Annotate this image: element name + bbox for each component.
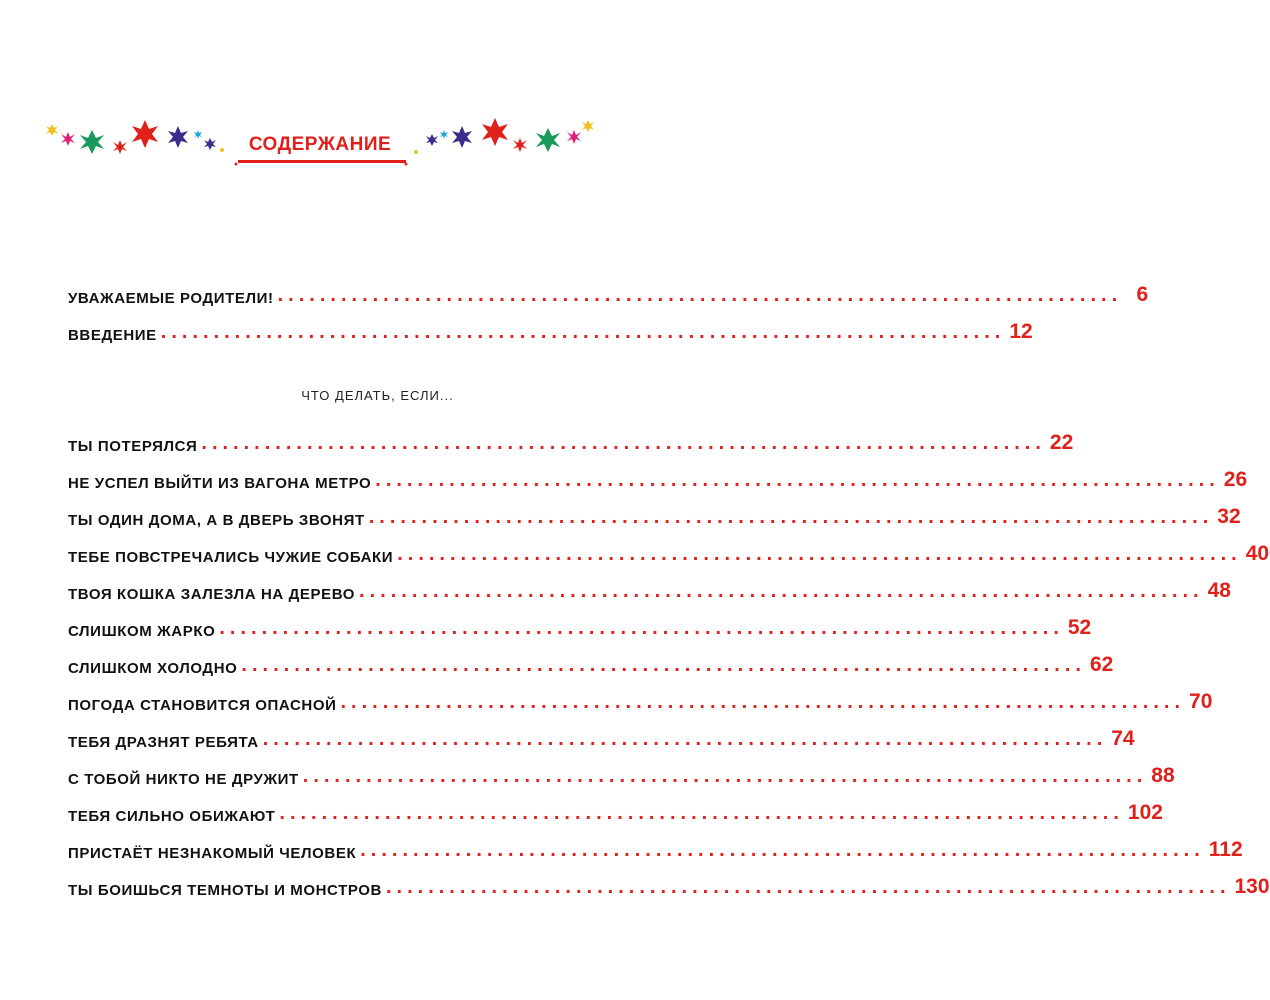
dot-leader: ................................................................................ (340, 691, 1186, 713)
toc-entry[interactable] (68, 566, 1231, 603)
toc-entry-page: 62 (1089, 653, 1114, 676)
toc-entry[interactable] (68, 455, 1248, 492)
toc-entry-page: 74 (1111, 727, 1135, 750)
toc-entry-page: 6 (1136, 283, 1149, 306)
title-underline (238, 160, 406, 163)
toc-entry-page: 12 (1009, 320, 1033, 343)
toc-entry-page: 32 (1217, 505, 1241, 528)
toc-entry-label: СЛИШКОМ ЖАРКО (68, 623, 216, 640)
toc-entry[interactable] (68, 270, 1149, 307)
dot-leader: ................................................................................ (375, 469, 1220, 491)
toc-entry[interactable] (68, 307, 1033, 344)
toc-entry-label: СЛИШКОМ ХОЛОДНО (68, 660, 238, 677)
toc-entries-list (68, 418, 1270, 899)
star-icon (582, 120, 594, 132)
toc-entry[interactable] (68, 677, 1213, 714)
toc-entry[interactable] (68, 492, 1241, 529)
toc-entry[interactable] (68, 714, 1135, 751)
page-title: СОДЕРЖАНИЕ (248, 134, 392, 155)
toc-entry-label: С ТОБОЙ НИКТО НЕ ДРУЖИТ (68, 771, 299, 788)
toc-entry-page: 130 (1234, 875, 1270, 898)
dot-leader: ................................................................................ (359, 580, 1204, 602)
toc-entry-label: ТЕБЯ ДРАЗНЯТ РЕБЯТА (68, 734, 259, 751)
toc-entry-page: 70 (1189, 690, 1213, 713)
toc-entry-page: 48 (1207, 579, 1231, 602)
toc-entry-label: ПРИСТАЁТ НЕЗНАКОМЫЙ ЧЕЛОВЕК (68, 845, 357, 862)
section-heading: ЧТО ДЕЛАТЬ, ЕСЛИ... (301, 388, 454, 403)
toc-entry[interactable] (68, 603, 1092, 640)
toc-entry-page: 52 (1067, 616, 1092, 639)
toc-entry-page: 112 (1208, 838, 1243, 861)
toc-entry-label: ТЫ БОИШЬСЯ ТЕМНОТЫ И МОНСТРОВ (68, 882, 382, 899)
dot-leader: ................................................................................ (279, 802, 1124, 824)
toc-entry-label: ТВОЯ КОШКА ЗАЛЕЗЛА НА ДЕРЕВО (68, 586, 356, 603)
dot-leader: ................................................................................ (397, 543, 1242, 565)
toc-entry-page: 88 (1151, 764, 1175, 787)
contents-header (40, 112, 600, 172)
toc-entry[interactable] (68, 825, 1243, 862)
toc-entry-page: 26 (1223, 468, 1248, 491)
toc-entry-label: ТЫ ОДИН ДОМА, А В ДВЕРЬ ЗВОНЯТ (68, 512, 365, 529)
dot-leader: ................................................................................ (160, 321, 1006, 343)
toc-entry[interactable] (68, 751, 1175, 788)
toc-entry[interactable] (68, 788, 1163, 825)
dot-leader: ................................................................................ (262, 728, 1108, 750)
toc-entry-label: ПОГОДА СТАНОВИТСЯ ОПАСНОЙ (68, 697, 337, 714)
toc-entry-label: ТЕБЕ ПОВСТРЕЧАЛИСЬ ЧУЖИЕ СОБАКИ (68, 549, 394, 566)
toc-entry[interactable] (68, 418, 1074, 455)
toc-entry-page: 40 (1245, 542, 1270, 565)
dot-leader: ................................................................................ (219, 617, 1064, 639)
dot-leader: ................................................................................ (385, 876, 1231, 898)
dot-leader: ................................................................................ (368, 506, 1214, 528)
toc-entry-label: ТЕБЯ СИЛЬНО ОБИЖАЮТ (68, 808, 276, 825)
dot-leader: ................................................................................ (241, 654, 1086, 676)
dot-leader: ................................................................................ (302, 765, 1148, 787)
toc-entry-page: 22 (1049, 431, 1074, 454)
toc-entry[interactable] (68, 862, 1270, 899)
toc-entry-label: ВВЕДЕНИЕ (68, 327, 157, 344)
toc-entry-page: 102 (1127, 801, 1163, 824)
dot-leader: ................................................................................ (201, 432, 1046, 454)
toc-entry-label: ТЫ ПОТЕРЯЛСЯ (68, 438, 198, 455)
toc-entry-label: НЕ УСПЕЛ ВЫЙТИ ИЗ ВАГОНА МЕТРО (68, 475, 372, 492)
toc-entry-label: УВАЖАЕМЫЕ РОДИТЕЛИ! (68, 290, 274, 307)
toc-entry[interactable] (68, 529, 1270, 566)
dot-leader: ................................................................................ (277, 284, 1123, 306)
toc-intro-list (68, 270, 1149, 344)
dot-leader: ................................................................................ (360, 839, 1205, 861)
toc-entry[interactable] (68, 640, 1114, 677)
